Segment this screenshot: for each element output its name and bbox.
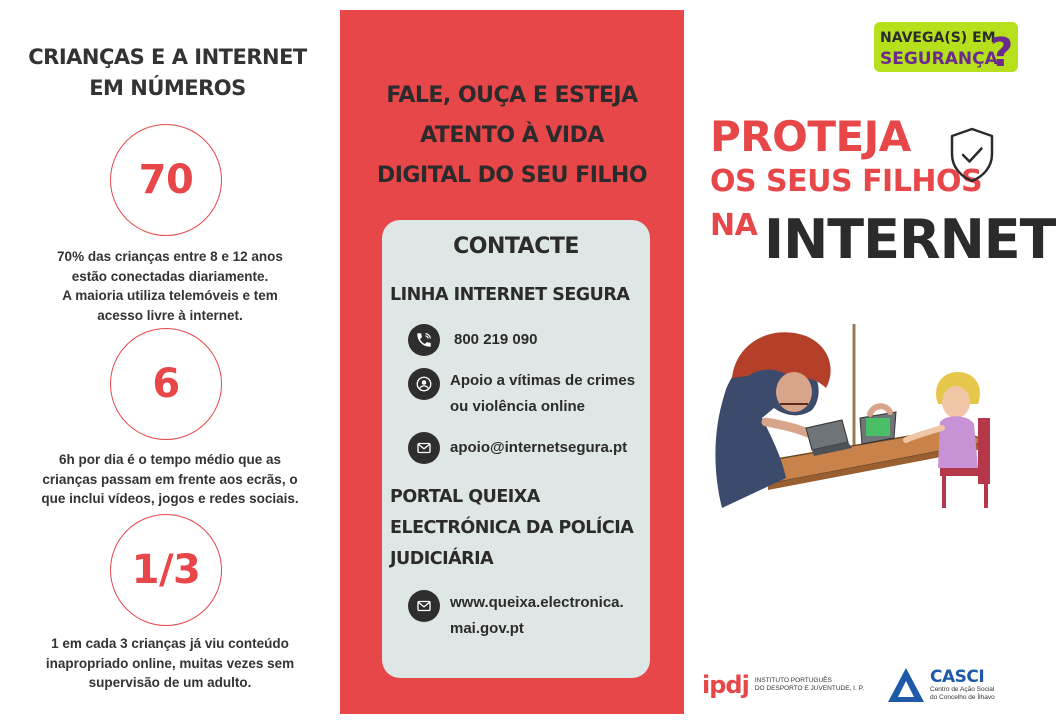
title-line: DIGITAL DO SEU FILHO xyxy=(376,163,648,188)
phone-number[interactable]: 800 219 090 xyxy=(454,331,538,348)
stat-text-line: 1 em cada 3 crianças já viu conteúdo xyxy=(51,636,289,651)
stats-title-line1: CRIANÇAS E A INTERNET xyxy=(28,45,307,69)
stat-value: 1/3 xyxy=(131,547,201,593)
stats-title xyxy=(20,42,315,104)
website-row xyxy=(408,590,646,642)
logo-line2: SEGURANÇA xyxy=(880,49,998,69)
stat-text-line: A maioria utiliza telemóveis e tem xyxy=(62,288,278,303)
stat-text-2 xyxy=(20,450,320,509)
stat-circle-6 xyxy=(110,328,222,440)
section-linha-internet-segura: LINHA INTERNET SEGURA xyxy=(390,285,630,305)
stat-value: 70 xyxy=(138,157,194,203)
casci-name: CASCI xyxy=(930,667,985,687)
logo-line1: NAVEGA(S) EM xyxy=(880,30,996,46)
shield-check-icon xyxy=(948,126,996,184)
email-link[interactable]: apoio@internetsegura.pt xyxy=(450,439,628,456)
contact-card xyxy=(382,220,650,678)
title-line: ATENTO À VIDA xyxy=(420,123,604,148)
predator-child-illustration xyxy=(702,318,1014,518)
mail-icon xyxy=(408,432,440,464)
contact-panel-title xyxy=(356,76,668,196)
headline-na: NA xyxy=(710,208,758,243)
headline-internet: INTERNET xyxy=(764,208,1056,271)
stat-text-line: acesso livre à internet. xyxy=(97,307,243,323)
ipdj-text xyxy=(755,677,864,693)
stat-value: 6 xyxy=(152,361,180,407)
stat-text-line: 70% das crianças entre 8 e 12 anos xyxy=(57,249,283,264)
email-row xyxy=(408,432,646,464)
mail-icon xyxy=(408,590,440,622)
headline-os-seus-filhos: OS SEUS FILHOS xyxy=(710,164,983,199)
phone-row xyxy=(408,324,650,356)
ipdj-mark: ipdj xyxy=(702,671,749,699)
stat-text-3 xyxy=(20,634,320,693)
contact-card-title: CONTACTE xyxy=(453,234,579,259)
casci-triangle-icon xyxy=(886,665,926,705)
stat-text-line: que inclui vídeos, jogos e redes sociais. xyxy=(41,491,299,506)
ipdj-logo xyxy=(702,660,882,710)
stat-circle-70 xyxy=(110,124,222,236)
casci-logo xyxy=(886,660,1020,710)
contact-panel xyxy=(340,10,684,714)
section-line: PORTAL QUEIXA xyxy=(390,487,540,507)
phone-icon xyxy=(408,324,440,356)
stat-text-line: estão conectadas diariamente. xyxy=(71,268,269,284)
casci-line: Centro de Ação Social xyxy=(930,686,995,693)
user-support-icon xyxy=(408,368,440,400)
casci-line: do Concelho de Ílhavo xyxy=(930,694,995,701)
website-link[interactable] xyxy=(450,590,646,642)
stat-text-line: supervisão de um adulto. xyxy=(88,675,252,690)
stats-panel xyxy=(0,0,335,724)
section-line: JUDICIÁRIA xyxy=(390,549,494,569)
stats-title-line2: EM NÚMEROS xyxy=(89,76,246,100)
support-text xyxy=(450,368,646,420)
website-line: www.queixa.electronica. xyxy=(450,594,624,611)
website-line: mai.gov.pt xyxy=(450,620,524,637)
support-line: ou violência online xyxy=(450,398,586,415)
stat-text-line: crianças passam em frente aos ecrãs, o xyxy=(42,471,298,487)
section-line: ELECTRÓNICA DA POLÍCIA xyxy=(390,518,634,538)
cover-panel xyxy=(690,0,1056,724)
section-portal-queixa xyxy=(390,482,640,575)
stat-circle-one-third xyxy=(110,514,222,626)
support-row xyxy=(408,368,646,420)
ipdj-line: INSTITUTO PORTUGUÊS xyxy=(754,677,832,684)
navegas-em-seguranca-logo xyxy=(872,20,1020,74)
stat-text-1 xyxy=(20,247,320,325)
casci-text xyxy=(930,668,995,702)
stat-text-line: inapropriado online, muitas vezes sem xyxy=(45,655,295,671)
ipdj-line: DO DESPORTO E JUVENTUDE, I. P. xyxy=(754,685,864,692)
support-line: Apoio a vítimas de crimes xyxy=(450,372,636,389)
stat-text-line: 6h por dia é o tempo médio que as xyxy=(58,452,282,467)
title-line: FALE, OUÇA E ESTEJA xyxy=(386,83,638,108)
headline-proteja: PROTEJA xyxy=(710,112,911,161)
logo-question-mark: ? xyxy=(990,30,1014,76)
